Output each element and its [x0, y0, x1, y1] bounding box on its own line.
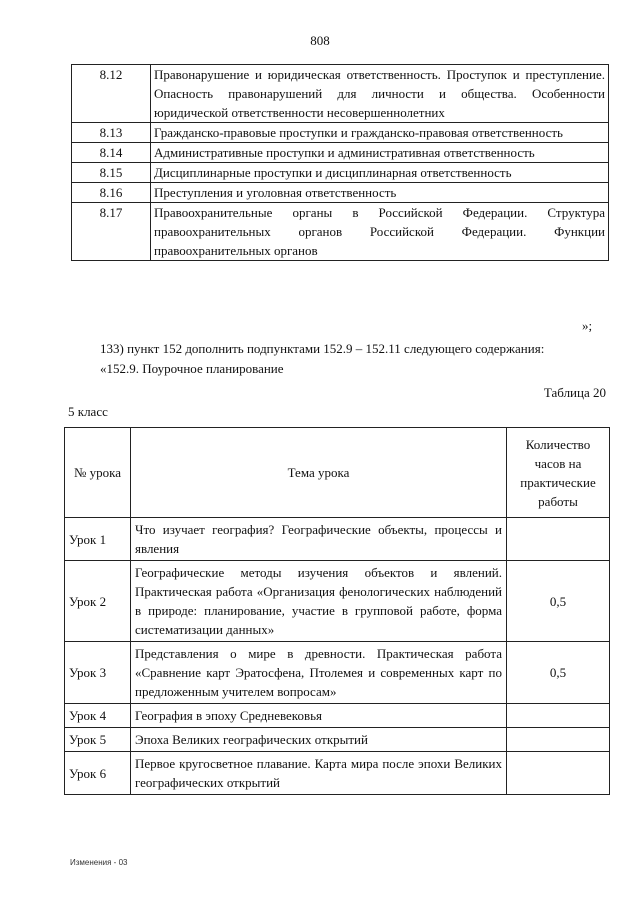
table-row — [65, 518, 610, 561]
table-row — [72, 65, 609, 123]
table-row — [65, 642, 610, 704]
section-heading: «152.9. Поурочное планирование — [100, 361, 284, 376]
lesson-number: Урок 4 — [65, 704, 131, 728]
table-row — [72, 143, 609, 163]
topic-text: Гражданско-правовые проступки и гражданско-правовая ответственность — [151, 123, 609, 143]
lesson-number: Урок 6 — [65, 752, 131, 795]
topics-table — [71, 64, 609, 261]
header-lesson-topic: Тема урока — [131, 428, 507, 518]
lesson-topic: Географические методы изучения объектов и явлений. Практическая работа «Организация фенологических наблюдений в природе: планирование, участие в групповой работе, форма систематизации данных» — [131, 561, 507, 642]
table-row — [72, 183, 609, 203]
table-row — [72, 203, 609, 261]
practical-hours — [507, 728, 610, 752]
practical-hours — [507, 704, 610, 728]
table-row — [72, 123, 609, 143]
lesson-number: Урок 1 — [65, 518, 131, 561]
topic-number: 8.16 — [72, 183, 151, 203]
topic-number: 8.15 — [72, 163, 151, 183]
grade-label: 5 класс — [68, 404, 108, 419]
practical-hours — [507, 752, 610, 795]
table-header-row — [65, 428, 610, 518]
lesson-plan-table — [64, 427, 610, 795]
lesson-topic: Эпоха Великих географических открытий — [131, 728, 507, 752]
header-lesson-number: № урока — [65, 428, 131, 518]
lesson-topic: Что изучает география? Географические объекты, процессы и явления — [131, 518, 507, 561]
topic-text: Преступления и уголовная ответственность — [151, 183, 609, 203]
topic-number: 8.17 — [72, 203, 151, 261]
amendment-paragraph: 133) пункт 152 дополнить подпунктами 152.9 – 152.11 следующего содержания: — [100, 341, 545, 356]
practical-hours: 0,5 — [507, 561, 610, 642]
lesson-topic: Первое кругосветное плавание. Карта мира после эпохи Великих географических открытий — [131, 752, 507, 795]
topic-text: Административные проступки и административная ответственность — [151, 143, 609, 163]
table-row — [65, 728, 610, 752]
lesson-number: Урок 5 — [65, 728, 131, 752]
topic-text: Правоохранительные органы в Российской Федерации. Структура правоохранительных органов Российской Федерации. Функции правоохранительных органов — [151, 203, 609, 261]
footer-revision-note: Изменения - 03 — [70, 858, 128, 867]
lesson-number: Урок 3 — [65, 642, 131, 704]
table-label: Таблица 20 — [543, 385, 606, 400]
practical-hours: 0,5 — [507, 642, 610, 704]
closing-quote: »; — [582, 318, 593, 333]
table-row — [65, 704, 610, 728]
topic-number: 8.12 — [72, 65, 151, 123]
topic-text: Дисциплинарные проступки и дисциплинарная ответственность — [151, 163, 609, 183]
header-practical-hours: Количество часов на практические работы — [507, 428, 610, 518]
table-row — [65, 561, 610, 642]
table-row — [72, 163, 609, 183]
topic-text: Правонарушение и юридическая ответственность. Проступок и преступление. Опасность правонарушений для личности и общества. Особенности юридической ответственности несовершеннолетних — [151, 65, 609, 123]
table-row — [65, 752, 610, 795]
topic-number: 8.13 — [72, 123, 151, 143]
lesson-topic: География в эпоху Средневековья — [131, 704, 507, 728]
lesson-number: Урок 2 — [65, 561, 131, 642]
lesson-topic: Представления о мире в древности. Практическая работа «Сравнение карт Эратосфена, Птолемея и современных карт по предложенным учителем вопросам» — [131, 642, 507, 704]
practical-hours — [507, 518, 610, 561]
topic-number: 8.14 — [72, 143, 151, 163]
page-number: 808 — [310, 33, 330, 48]
